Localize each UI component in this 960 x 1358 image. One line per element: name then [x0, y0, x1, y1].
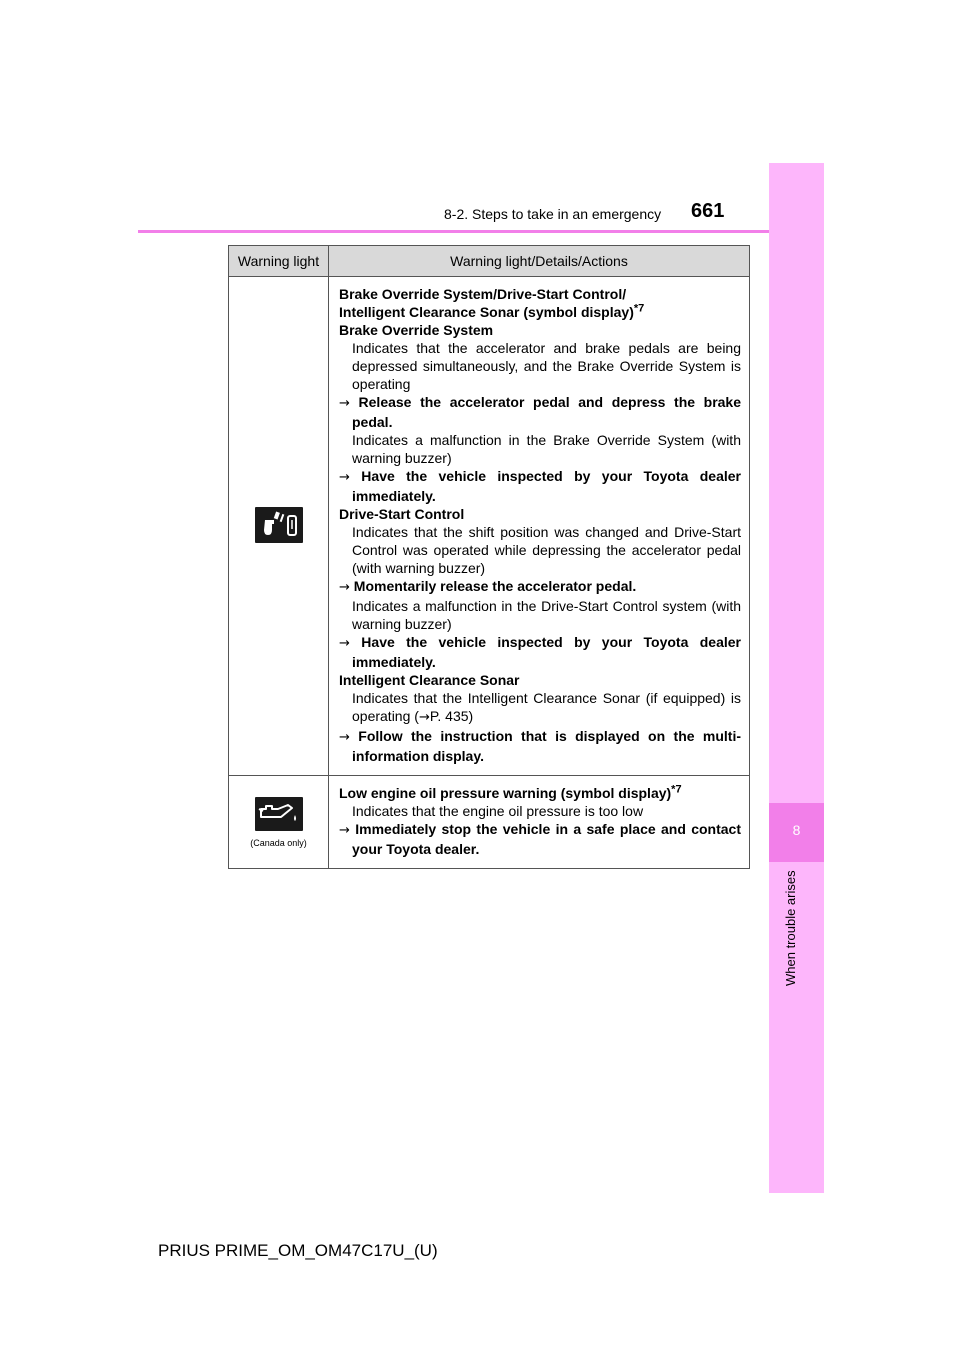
side-tab-number: 8 — [792, 822, 801, 838]
canada-only-note: (Canada only) — [250, 837, 307, 848]
warning-light-cell — [229, 277, 329, 776]
action-text: → Have the vehicle inspected by your Toyota dealer immediately. — [339, 634, 741, 670]
column-header-warning-light: Warning light — [229, 246, 329, 277]
warning-light-table — [228, 245, 750, 869]
table-row — [229, 776, 750, 869]
subsection-heading: Brake Override System — [339, 322, 494, 338]
footnote-marker: *7 — [671, 783, 682, 796]
title-line-1: Brake Override System/Drive-Start Control/ — [339, 286, 627, 302]
brake-override-icon — [255, 507, 303, 543]
action-text: → Release the accelerator pedal and depress the brake pedal. — [339, 394, 742, 430]
header-section-title: 8-2. Steps to take in an emergency — [444, 206, 662, 222]
action-text: → Momentarily release the accelerator pedal. — [339, 578, 637, 595]
description-text: Indicates a malfunction in the Brake Override System (with warning buzzer) — [352, 432, 741, 466]
warning-details-cell — [329, 776, 750, 869]
page-number: 661 — [691, 200, 725, 222]
footnote-marker: *7 — [633, 302, 645, 315]
footer-model-code: PRIUS PRIME_OM_OM47C17U_(U) — [158, 1241, 438, 1260]
reference-arrow: → — [418, 710, 430, 725]
warning-light-cell — [229, 776, 329, 869]
description-text: Indicates that the Intelligent Clearance Sonar (if equipped) is operating (→P. 435) — [352, 690, 741, 725]
table-row — [229, 277, 750, 776]
oil-pressure-icon — [255, 797, 303, 831]
side-tab-label: When trouble arises — [783, 870, 798, 986]
description-text: Indicates that the accelerator and brake pedals are being depressed simultaneously, and the Brake Override System is operating — [352, 340, 741, 392]
title-line: Low engine oil pressure warning (symbol display)$^{*7}$ — [339, 783, 682, 801]
header-rule — [138, 230, 824, 233]
side-tab — [769, 163, 824, 1193]
action-text: → Have the vehicle inspected by your Toyota dealer immediately. — [339, 468, 741, 504]
column-header-details: Warning light/Details/Actions — [329, 246, 750, 277]
subsection-heading: Drive-Start Control — [339, 506, 465, 522]
subsection-heading: Intelligent Clearance Sonar — [339, 672, 520, 688]
page-reference-link[interactable]: P. 435 — [429, 708, 469, 724]
action-text: → Follow the instruction that is displayed on the multi-information display. — [339, 728, 741, 764]
description-text: Indicates that the engine oil pressure is too low — [352, 803, 644, 819]
action-text: → Immediately stop the vehicle in a safe place and contact your Toyota dealer. — [339, 821, 741, 857]
table-header-row — [229, 246, 750, 277]
description-text: Indicates a malfunction in the Drive-Start Control system (with warning buzzer) — [352, 598, 741, 632]
warning-details-cell — [329, 277, 750, 776]
title-line-2: Intelligent Clearance Sonar (symbol display)$^{*7}$ — [339, 302, 645, 320]
description-text: Indicates that the shift position was changed and Drive-Start Control was operated while depressing the accelerator pedal (with warning buzzer) — [352, 524, 741, 576]
